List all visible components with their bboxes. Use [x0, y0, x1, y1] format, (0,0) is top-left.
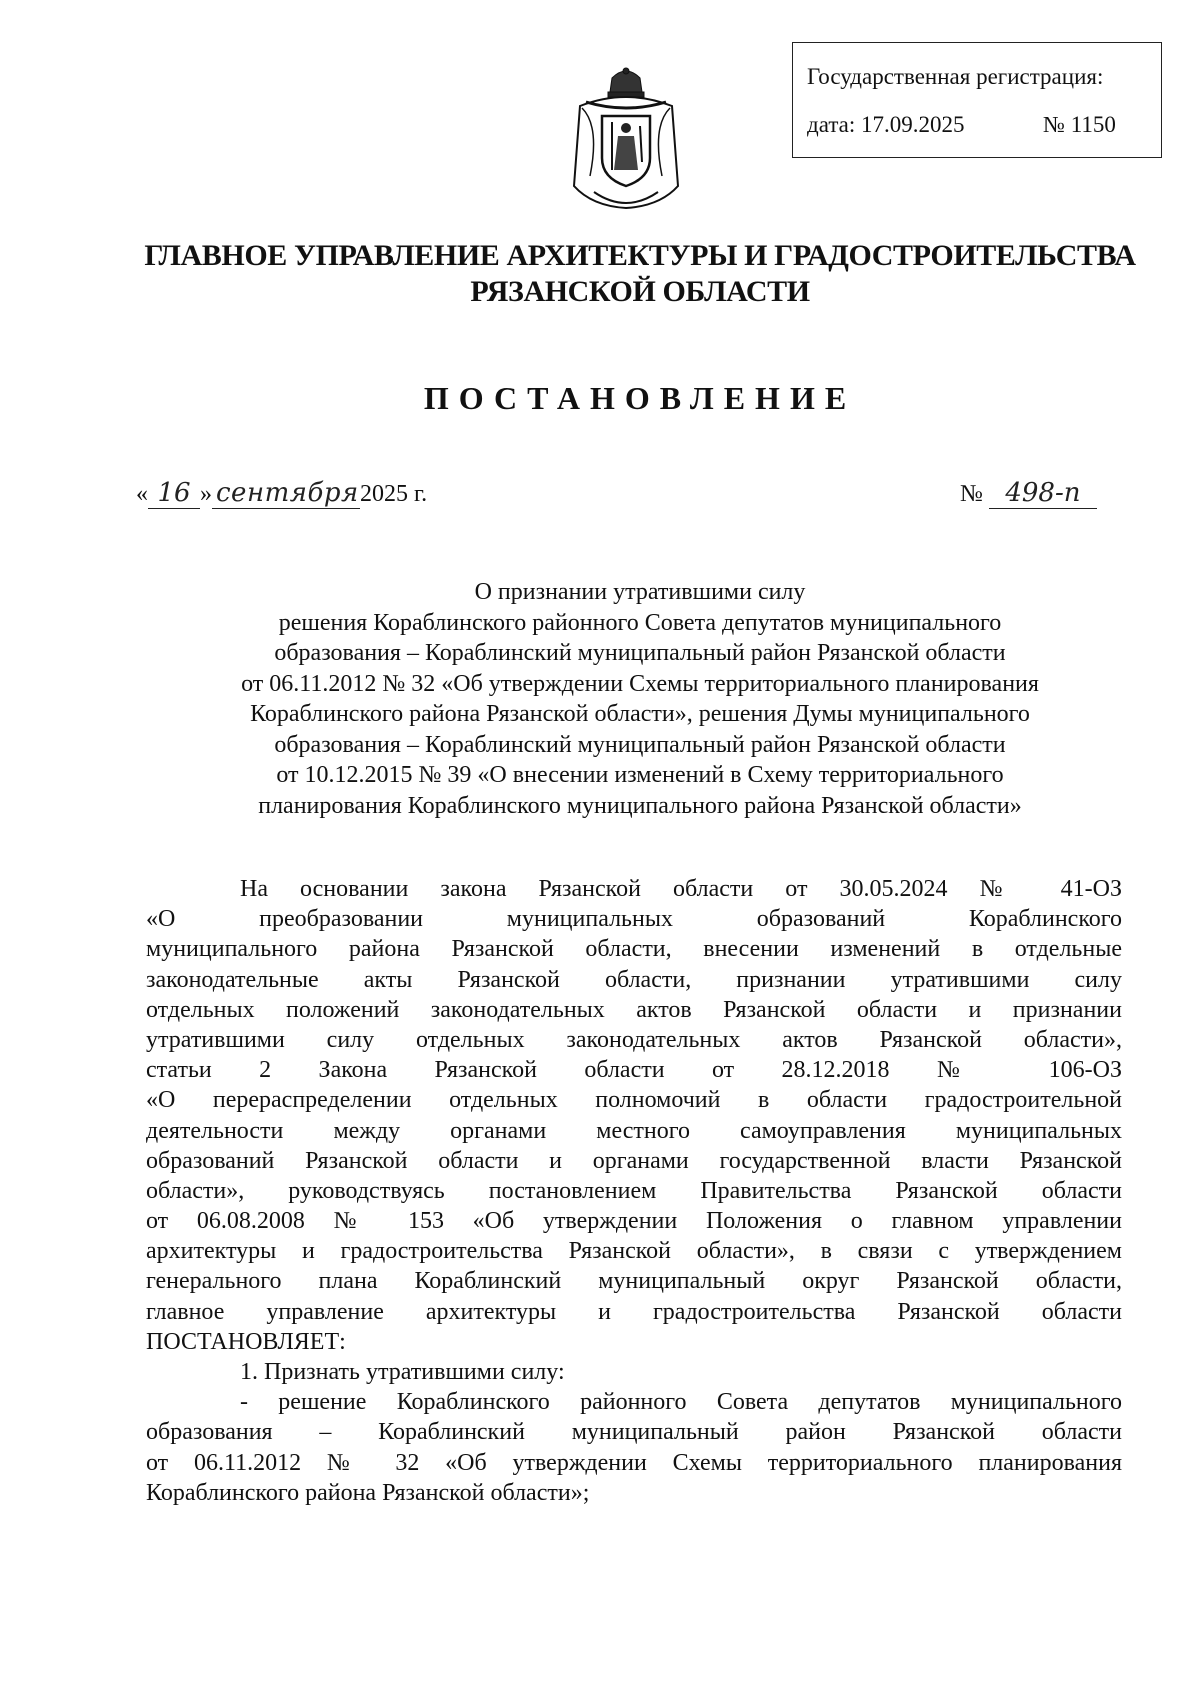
document-type-heading: ПОСТАНОВЛЕНИЕ [423, 380, 857, 416]
organization-name [60, 238, 1200, 310]
subject-line: О признании утратившими силу [474, 579, 806, 605]
subject-line: образования – Кораблинский муниципальный район Рязанской области [274, 640, 1006, 666]
body-line: области», руководствуясь постановлением Правительства Рязанской области [146, 1177, 1122, 1204]
number-label: № [960, 481, 983, 507]
document-number [960, 478, 1097, 509]
body-line: отдельных положений законодательных актов Рязанской области и признании [146, 996, 1122, 1023]
registration-title: Государственная регистрация: [807, 64, 1104, 89]
body-line: от 06.08.2008 № 153 «Об утверждении Положения о главном управлении [146, 1208, 1122, 1235]
body-line: 1. Признать утратившими силу: [240, 1359, 565, 1385]
body-line: муниципального района Рязанской области, внесении изменений в отдельные [146, 936, 1122, 963]
body-line: На основании закона Рязанской области от 30.05.2024 № 41-ОЗ [240, 876, 1122, 902]
body-line: - решение Кораблинского районного Совета депутатов муниципального [240, 1389, 1122, 1416]
subject-line: планирования Кораблинского муниципального района Рязанской области» [258, 792, 1022, 819]
body-line: законодательные акты Рязанской области, признании утратившими силу [146, 966, 1122, 993]
subject-line: от 10.12.2015 № 39 «О внесении изменений в Схему территориального [276, 762, 1004, 788]
subject-line: решения Кораблинского районного Совета депутатов муниципального [278, 609, 1002, 636]
document-body [146, 874, 1122, 1508]
registration-number: № 1150 [1043, 112, 1116, 137]
registration-date: дата: 17.09.2025 [807, 112, 965, 137]
open-quote: « [136, 481, 148, 507]
body-line: образования – Кораблинский муниципальный район Рязанской области [146, 1419, 1122, 1446]
subject-line: от 06.11.2012 № 32 «Об утверждении Схемы территориального планирования [241, 670, 1039, 697]
body-line: деятельности между органами местного самоуправления муниципальных [146, 1117, 1122, 1144]
handwritten-number: 498-п [989, 478, 1097, 509]
organization-name-line: РЯЗАНСКОЙ ОБЛАСТИ [470, 275, 810, 308]
body-line: утратившими силу отдельных законодательных актов Рязанской области», [146, 1026, 1122, 1053]
body-line: «О преобразовании муниципальных образований Кораблинского [146, 906, 1122, 933]
body-line: ПОСТАНОВЛЯЕТ: [146, 1328, 346, 1355]
body-line: Кораблинского района Рязанской области»; [146, 1479, 590, 1506]
document-date [136, 478, 427, 509]
body-line: статьи 2 Закона Рязанской области от 28.12.2018 № 106-ОЗ [146, 1057, 1122, 1084]
body-line: образований Рязанской области и органами государственной власти Рязанской [146, 1147, 1122, 1174]
body-line: генерального плана Кораблинский муниципальный округ Рязанской области, [146, 1268, 1122, 1295]
body-line: от 06.11.2012 № 32 «Об утверждении Схемы территориального планирования [146, 1449, 1122, 1476]
handwritten-day: 16 [148, 478, 200, 509]
body-line: главное управление архитектуры и градостроительства Рязанской области [146, 1298, 1122, 1325]
body-line: «О перераспределении отдельных полномочий в области градостроительной [146, 1087, 1122, 1114]
close-quote: » [200, 481, 212, 507]
coat-of-arms-emblem [560, 66, 692, 214]
organization-name-line: ГЛАВНОЕ УПРАВЛЕНИЕ АРХИТЕКТУРЫ И ГРАДОСТРОИТЕЛЬСТВА [144, 239, 1136, 272]
subject-line: Кораблинского района Рязанской области», решения Думы муниципального [250, 701, 1030, 727]
registration-stamp [792, 42, 1162, 158]
year: 2025 г. [360, 481, 428, 507]
body-line: архитектуры и градостроительства Рязанской области», в связи с утверждением [146, 1238, 1122, 1265]
handwritten-month: сентября [212, 478, 360, 509]
subject-line: образования – Кораблинский муниципальный район Рязанской области [274, 731, 1006, 758]
document-subject [100, 577, 1180, 821]
